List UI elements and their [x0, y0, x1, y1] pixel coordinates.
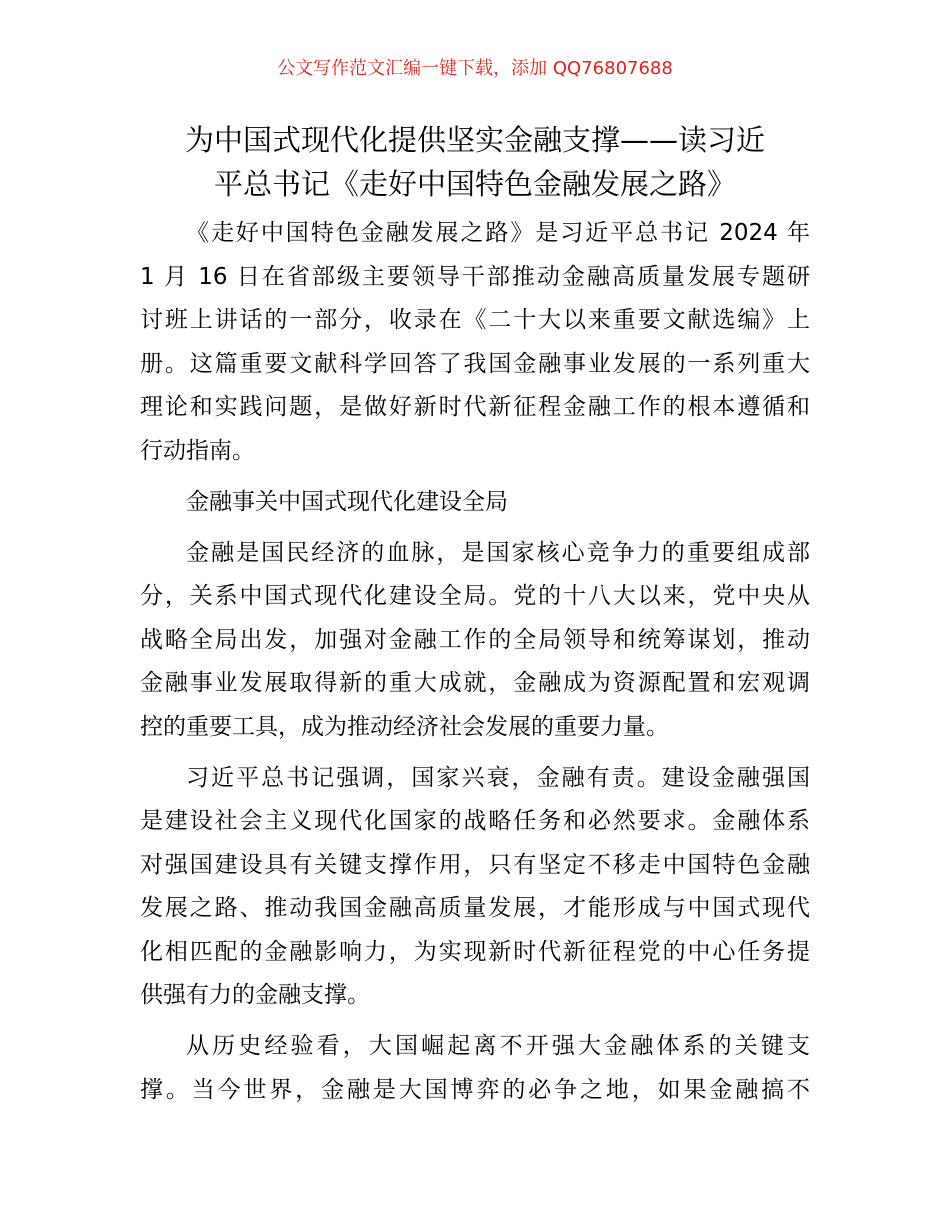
- paragraph: [140, 212, 810, 473]
- text-line: 供强有力的金融支撑。: [140, 982, 370, 1008]
- title-line: 为中国式现代化提供坚实金融支撑——读习近: [184, 123, 765, 157]
- text-line: 战略全局出发，加强对金融工作的全局领导和统筹谋划，推动: [140, 626, 810, 653]
- text-line: 分，关系中国式现代化建设全局。党的十八大以来，党中央从: [140, 583, 810, 609]
- text-line: 讨班上讲话的一部分，收录在《二十大以来重要文献选编》上: [140, 307, 810, 333]
- text-line: 控的重要工具，成为推动经济社会发展的重要力量。: [140, 713, 669, 740]
- paragraph: [140, 532, 810, 750]
- text-line: 金融事关中国式现代化建设全局: [186, 488, 508, 515]
- paragraph: [140, 1025, 810, 1112]
- text-line: 从历史经验看，大国崛起离不开强大金融体系的关键支: [186, 1033, 810, 1059]
- text-line: 发展之路、推动我国金融高质量发展，才能形成与中国式现代: [140, 895, 810, 921]
- paragraph: [140, 757, 810, 1018]
- paragraph-gap: [140, 749, 810, 757]
- text-line: 1 月 16 日在省部级主要领导干部推动金融高质量发展专题研: [140, 263, 810, 290]
- text-line: 是建设社会主义现代化国家的战略任务和必然要求。金融体系: [140, 808, 810, 834]
- text-line: 行动指南。: [140, 437, 255, 464]
- text-line: 册。这篇重要文献科学回答了我国金融事业发展的一系列重大: [140, 350, 810, 377]
- paragraph-gap: [140, 473, 810, 481]
- promo-header: 公文写作范文汇编一键下载，添加 QQ76807688: [277, 58, 673, 79]
- text-line: 对强国建设具有关键支撑作用，只有坚定不移走中国特色金融: [140, 851, 810, 878]
- text-line: 习近平总书记强调，国家兴衰，金融有责。建设金融强国: [186, 764, 810, 791]
- text-line: 金融事业发展取得新的重大成就，金融成为资源配置和宏观调: [140, 670, 810, 696]
- text-line: 理论和实践问题，是做好新时代新征程金融工作的根本遵循和: [140, 394, 810, 420]
- text-line: 金融是国民经济的血脉，是国家核心竞争力的重要组成部: [186, 539, 810, 566]
- section-heading: [140, 481, 810, 525]
- paragraph-gap: [140, 524, 810, 532]
- article-body: [140, 212, 810, 1112]
- text-line: 撑。当今世界，金融是大国博弈的必争之地，如果金融搞不: [140, 1076, 810, 1103]
- article-title: [120, 118, 830, 206]
- title-line: 平总书记《走好中国特色金融发展之路》: [213, 167, 736, 201]
- text-line: 《走好中国特色金融发展之路》是习近平总书记 2024 年: [186, 220, 810, 246]
- text-line: 化相匹配的金融影响力，为实现新时代新征程党的中心任务提: [140, 938, 810, 965]
- paragraph-gap: [140, 1018, 810, 1026]
